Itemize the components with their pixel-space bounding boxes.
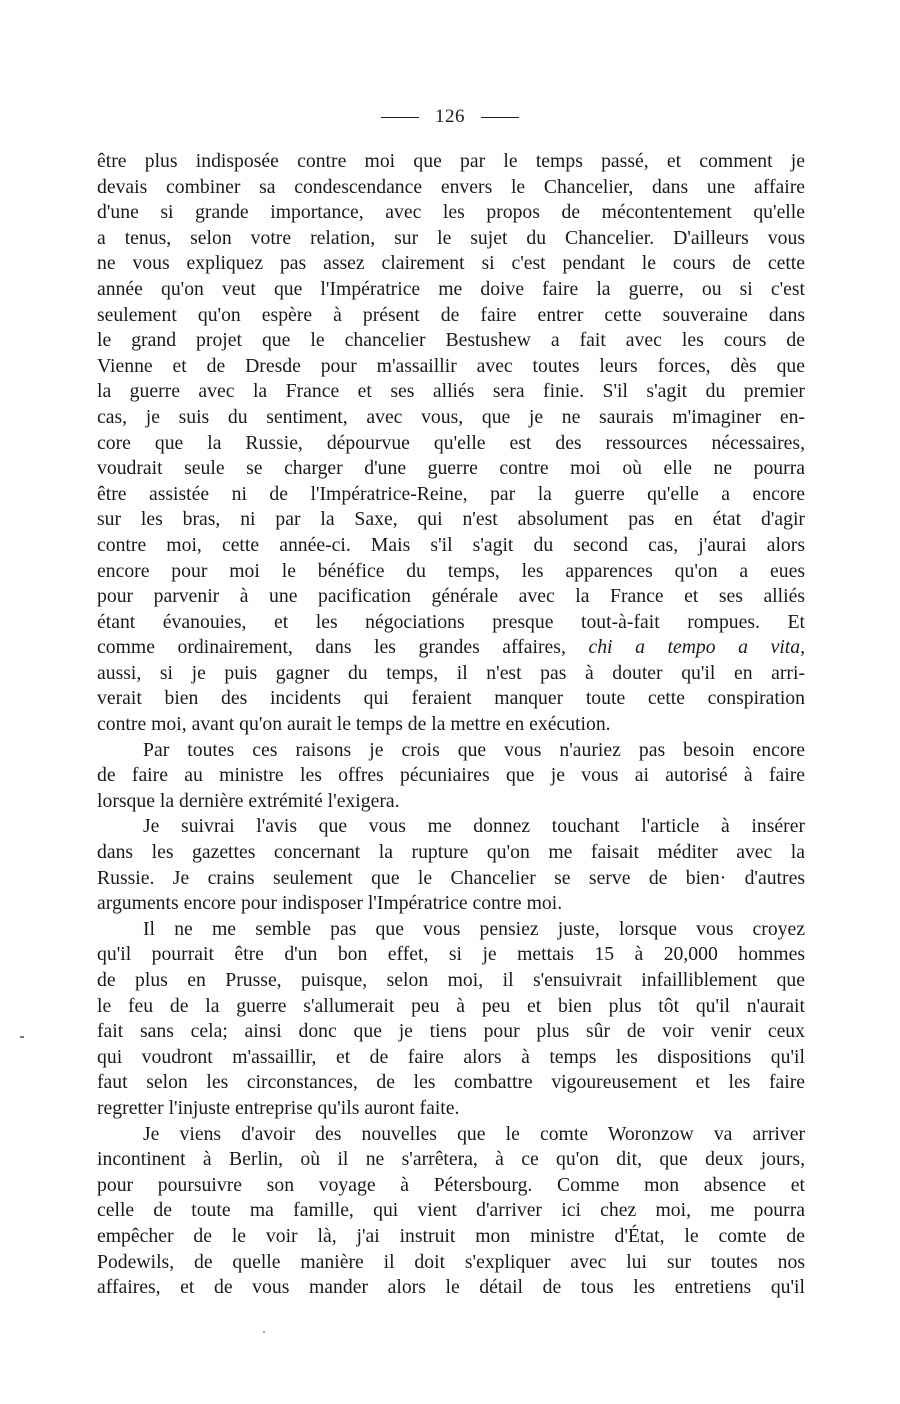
text-line <box>97 610 805 636</box>
text-line <box>97 149 805 175</box>
text-line-content: Vienne et de Dresde pour m'assaillir avec toutes leurs forces, dès que <box>97 354 805 377</box>
text-line-content: dans les gazettes concernant la rupture qu'on me faisait méditer avec la <box>97 841 805 864</box>
text-line-content: aussi, si je puis gagner du temps, il n'est pas à douter qu'il en arri- <box>97 661 805 684</box>
text-line <box>97 303 805 329</box>
text-line <box>97 1198 805 1224</box>
text-line <box>97 840 805 866</box>
text-line-content: Je suivrai l'avis que vous me donnez touchant l'article à insérer <box>143 815 805 838</box>
text-line-content: étant évanouies, et les négociations presque tout-à-fait rompues. Et <box>97 610 805 633</box>
text-line <box>97 866 805 892</box>
text-line-content: de faire au ministre les offres pécuniaires que je vous ai autorisé à faire <box>97 764 805 787</box>
text-line-content: Podewils, de quelle manière il doit s'expliquer avec lui sur toutes nos <box>97 1250 805 1273</box>
text-line <box>97 917 805 943</box>
text-line <box>97 328 805 354</box>
text-line <box>97 738 805 764</box>
text-line <box>97 763 805 789</box>
text-line-content: verait bien des incidents qui feraient manquer toute cette conspiration <box>97 687 805 710</box>
text-line <box>97 1224 805 1250</box>
text-line <box>97 431 805 457</box>
page-header <box>0 102 900 132</box>
text-line <box>97 1070 805 1096</box>
text-line <box>97 354 805 380</box>
text-line <box>97 584 805 610</box>
text-line <box>97 200 805 226</box>
text-line <box>97 635 805 661</box>
text-line <box>97 379 805 405</box>
text-line <box>97 712 805 738</box>
text-line-content: d'une si grande importance, avec les propos de mécontentement qu'elle <box>97 201 805 224</box>
text-line <box>97 1045 805 1071</box>
text-line-content: celle de toute ma famille, qui vient d'arriver ici chez moi, me pourra <box>97 1199 805 1222</box>
text-line-content: sur les bras, ni par la Saxe, qui n'est absolument pas en état d'agir <box>97 508 805 531</box>
text-line <box>97 482 805 508</box>
text-line-content: Il ne me semble pas que vous pensiez juste, lorsque vous croyez <box>143 917 805 940</box>
text-line <box>97 1122 805 1148</box>
text-line-content: pour poursuivre son voyage à Pétersbourg. Comme mon absence et <box>97 1173 805 1196</box>
text-line <box>97 789 805 815</box>
text-line-content: affaires, et de vous mander alors le détail de tous les entretiens qu'il <box>97 1276 805 1299</box>
text-line <box>97 559 805 585</box>
text-line-content: core que la Russie, dépourvue qu'elle est des ressources nécessaires, <box>97 431 805 454</box>
header-rule-right <box>481 117 519 118</box>
text-line <box>97 226 805 252</box>
text-line <box>97 456 805 482</box>
text-line <box>97 533 805 559</box>
text-line-content: a tenus, selon votre relation, sur le sujet du Chancelier. D'ailleurs vous <box>97 226 805 249</box>
text-line-content: cas, je suis du sentiment, avec vous, que je ne saurais m'imaginer en- <box>97 405 805 428</box>
text-line <box>97 175 805 201</box>
text-line-content: contre moi, cette année-ci. Mais s'il s'agit du second cas, j'aurai alors <box>97 533 805 556</box>
text-line-content: faut selon les circonstances, de les combattre vigoureusement et les faire <box>97 1071 805 1094</box>
text-line <box>97 405 805 431</box>
text-line-content: empêcher de le voir là, j'ai instruit mon ministre d'État, le comte de <box>97 1224 805 1247</box>
text-line-content: ne vous expliquez pas assez clairement si c'est pendant le cours de cette <box>97 252 805 275</box>
text-line <box>97 814 805 840</box>
text-line-content: encore pour moi le bénéfice du temps, les apparences qu'on a eues <box>97 559 805 582</box>
text-line-content: Je viens d'avoir des nouvelles que le comte Woronzow va arriver <box>143 1122 805 1145</box>
margin-mark <box>20 1036 24 1038</box>
text-line-content: fait sans cela; ainsi donc que je tiens pour plus sûr de voir venir ceux <box>97 1020 805 1043</box>
text-line-content: contre moi, avant qu'on aurait le temps de la mettre en exécution. <box>97 713 611 736</box>
text-line-content: être plus indisposée contre moi que par le temps passé, et comment je <box>97 150 805 172</box>
header-rule-left <box>381 117 419 118</box>
text-line-content: seulement qu'on espère à présent de faire entrer cette souveraine dans <box>97 303 805 326</box>
text-line <box>97 661 805 687</box>
text-line <box>97 994 805 1020</box>
text-line-content: de plus en Prusse, puisque, selon moi, il s'ensuivrait infailliblement que <box>97 969 805 991</box>
text-line-content: regretter l'injuste entreprise qu'ils auront faite. <box>97 1096 460 1119</box>
text-line <box>97 1275 805 1301</box>
text-line <box>97 1250 805 1276</box>
text-line <box>97 277 805 303</box>
italic-phrase: chi a tempo a vita, <box>588 636 806 659</box>
text-line <box>97 1147 805 1173</box>
text-line <box>97 968 805 994</box>
text-line-content: arguments encore pour indisposer l'Impératrice contre moi. <box>97 892 563 915</box>
text-line-content: voudrait seule se charger d'une guerre contre moi où elle ne pourra <box>97 457 805 480</box>
text-line-content: qu'il pourrait être d'un bon effet, si je mettais 15 à 20,000 hommes <box>97 943 805 966</box>
text-line-content: le grand projet que le chancelier Bestushew a fait avec les cours de <box>97 329 805 352</box>
page-speck <box>263 1331 265 1333</box>
text-line <box>97 1096 805 1122</box>
text-line <box>97 1173 805 1199</box>
page-number: 126 <box>435 106 465 127</box>
text-line-content: Russie. Je crains seulement que le Chancelier se serve de bien· d'autres <box>97 866 805 889</box>
text-line <box>97 891 805 917</box>
text-line <box>97 507 805 533</box>
text-line-content: le feu de la guerre s'allumerait peu à peu et bien plus tôt qu'il n'aurait <box>97 994 805 1017</box>
text-line-content: année qu'on veut que l'Impératrice me doive faire la guerre, ou si c'est <box>97 277 805 300</box>
body-text <box>97 149 805 1301</box>
text-line <box>97 1019 805 1045</box>
text-line-content: pour parvenir à une pacification générale avec la France et ses alliés <box>97 585 805 608</box>
text-line-content: incontinent à Berlin, où il ne s'arrêtera, à ce qu'on dit, que deux jours, <box>97 1148 805 1171</box>
text-line-content: comme ordinairement, dans les grandes affaires, <box>97 636 566 659</box>
text-line <box>97 251 805 277</box>
text-line-content: la guerre avec la France et ses alliés sera finie. S'il s'agit du premier <box>97 380 805 403</box>
text-line-content: Par toutes ces raisons je crois que vous n'auriez pas besoin encore <box>143 738 805 761</box>
text-line <box>97 942 805 968</box>
text-line-content: qui voudront m'assaillir, et de faire alors à temps les dispositions qu'il <box>97 1045 805 1068</box>
text-line-content: lorsque la dernière extrémité l'exigera. <box>97 789 400 812</box>
text-line <box>97 686 805 712</box>
text-line-content: devais combiner sa condescendance envers le Chancelier, dans une affaire <box>97 175 805 198</box>
text-line-content: être assistée ni de l'Impératrice-Reine, par la guerre qu'elle a encore <box>97 482 805 505</box>
